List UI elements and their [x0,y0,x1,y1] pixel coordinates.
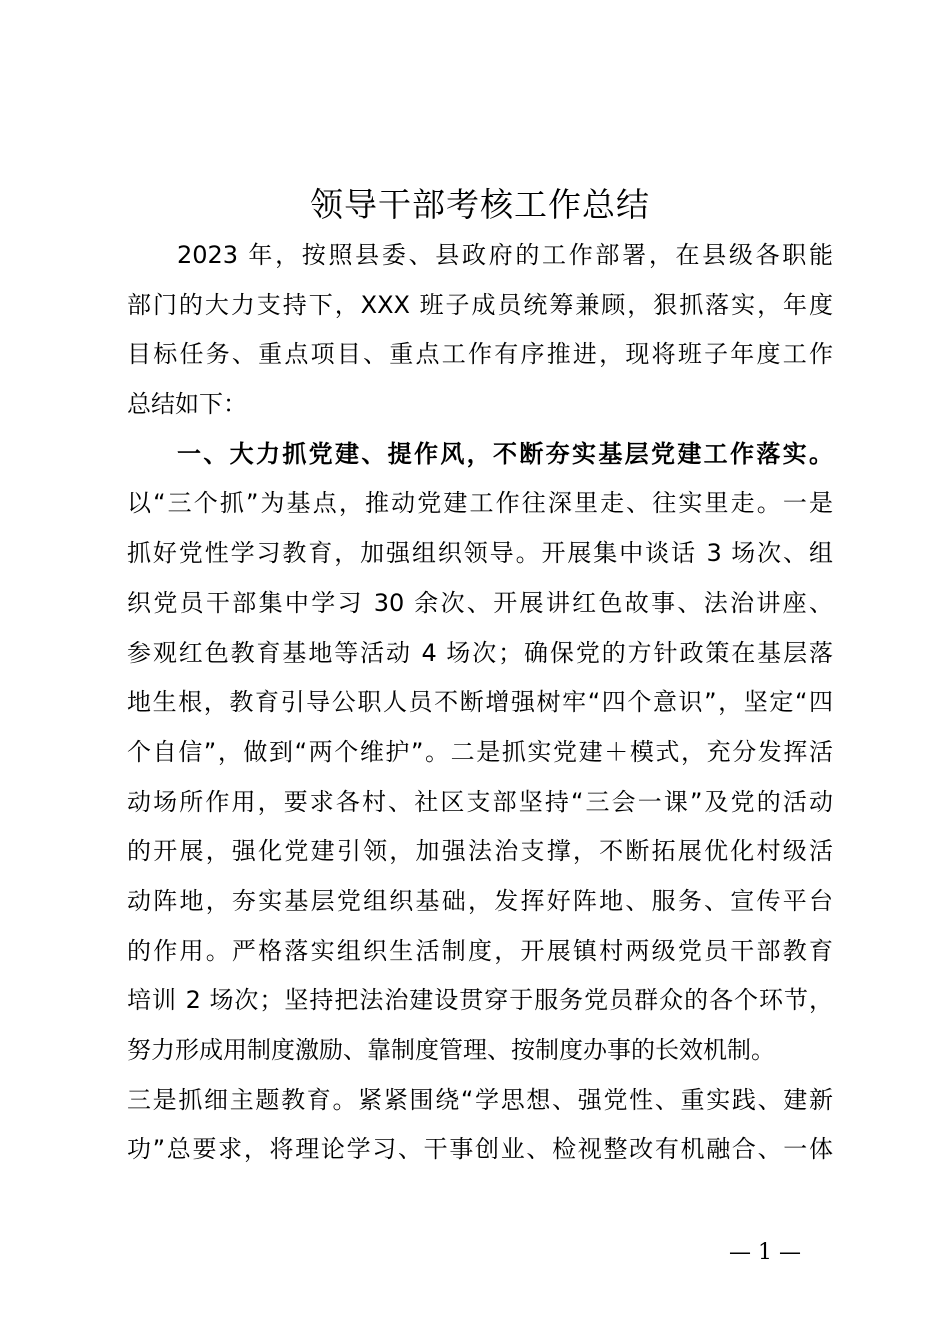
paragraph-line: 动场所作用，要求各村、社区支部坚持“三会一课”及党的活动 [127,787,833,816]
paragraph-line: 动阵地，夯实基层党组织基础，发挥好阵地、服务、宣传平台 [127,886,833,915]
paragraph-line: 织党员干部集中学习 30 余次、开展讲红色故事、法治讲座、 [127,588,833,617]
paragraph-line: 培训 2 场次；坚持把法治建设贯穿于服务党员群众的各个环节， [127,986,833,1015]
paragraph-line: 努力形成用制度激励、靠制度管理、按制度办事的长效机制。 [127,1036,775,1064]
paragraph-line: 以“三个抓”为基点，推动党建工作往深里走、往实里走。一是 [127,489,833,518]
document-body [127,231,833,1175]
page-number: — 1 — [729,1240,801,1265]
paragraph-line: 2023 年，按照县委、县政府的工作部署，在县级各职能 [177,241,833,269]
paragraph-line: 个自信”，做到“两个维护”。二是抓实党建＋模式，充分发挥活 [127,737,833,766]
paragraph-line: 的开展，强化党建引领，加强法治支撑，不断拓展优化村级活 [127,837,833,866]
paragraph-line: 部门的大力支持下，XXX 班子成员统筹兼顾，狠抓落实，年度 [127,290,833,319]
paragraph-line: 目标任务、重点项目、重点工作有序推进，现将班子年度工作 [127,340,833,369]
paragraph-line: 总结如下： [127,390,247,419]
paragraph-line: 的作用。严格落实组织生活制度，开展镇村两级党员干部教育 [127,936,833,965]
paragraph-line: 抓好党性学习教育，加强组织领导。开展集中谈话 3 场次、组 [127,539,833,568]
paragraph-line: 三是抓细主题教育。紧紧围绕“学思想、强党性、重实践、建新 [127,1085,833,1114]
document-title: 领导干部考核工作总结 [310,185,650,224]
paragraph-line: 参观红色教育基地等活动 4 场次；确保党的方针政策在基层落 [127,638,833,667]
paragraph-line: 地生根，教育引导公职人员不断增强树牢“四个意识”，坚定“四 [127,688,833,717]
section-heading: 一、大力抓党建、提作风，不断夯实基层党建工作落实。 [177,439,833,468]
paragraph-line: 功”总要求，将理论学习、干事创业、检视整改有机融合、一体 [127,1135,833,1164]
